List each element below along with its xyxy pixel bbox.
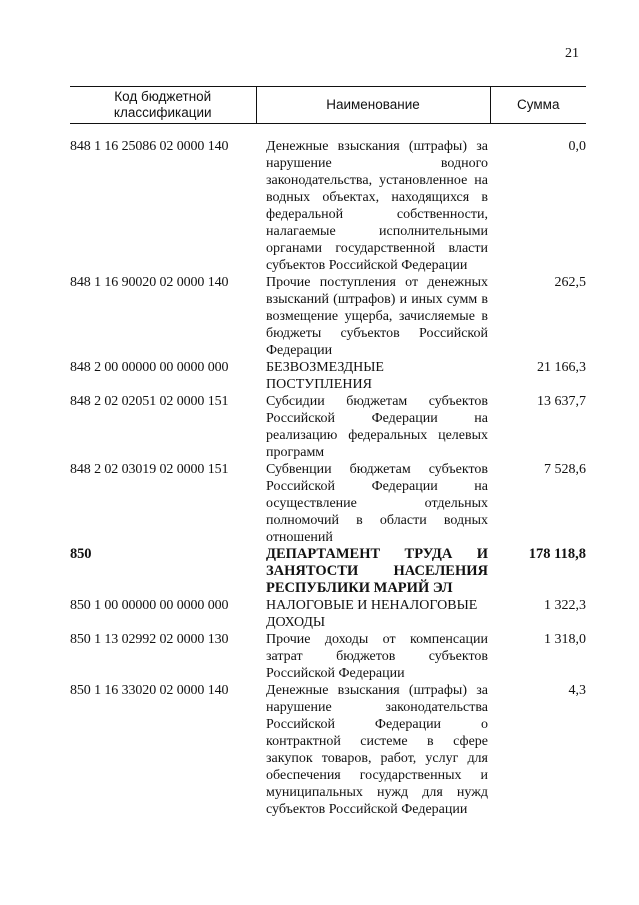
table-row: [70, 461, 586, 546]
row-sum: 262,5: [554, 275, 586, 290]
row-code: 848 1 16 25086 02 0000 140: [70, 139, 229, 154]
table-row: [70, 274, 586, 359]
row-code: 848 2 00 00000 00 0000 000: [70, 360, 229, 375]
page-number: 21: [565, 46, 579, 61]
table-header-row: [70, 87, 586, 124]
row-name: Денежные взыскания (штрафы) за нарушение водного законодательства, установленное на водных объектах, находящихся в федеральной собственности, налагаемые исполнительными органами государственной власти субъектов Российской Федерации: [266, 139, 488, 273]
budget-table: [70, 86, 586, 818]
row-sum: 21 166,3: [537, 360, 586, 375]
row-name: Прочие доходы от компенсации затрат бюджетов субъектов Российской Федерации: [266, 632, 488, 681]
row-name: Прочие поступления от денежных взысканий (штрафов) и иных сумм в возмещение ущерба, зачисляемые в бюджеты субъектов Российской Федерации: [266, 275, 488, 358]
row-code: 850 1 16 33020 02 0000 140: [70, 683, 229, 698]
table-row: [70, 138, 586, 274]
row-sum: 0,0: [568, 139, 586, 154]
row-name: БЕЗВОЗМЕЗДНЫЕ ПОСТУПЛЕНИЯ: [266, 360, 384, 392]
row-name: Денежные взыскания (штрафы) за нарушение законодательства Российской Федерации о контрактной системе в сфере закупок товаров, работ, услуг для обеспечения государственных и муниципальных нужд для нужд субъектов Российской Федерации: [266, 683, 488, 817]
row-sum: 1 322,3: [544, 598, 586, 613]
table-row: [70, 393, 586, 461]
row-name: Субсидии бюджетам субъектов Российской Федерации на реализацию федеральных целевых программ: [266, 394, 488, 460]
row-name: Субвенции бюджетам субъектов Российской Федерации на осуществление отдельных полномочий в области водных отношений: [266, 462, 488, 545]
row-name: ДЕПАРТАМЕНТ ТРУДА И ЗАНЯТОСТИ НАСЕЛЕНИЯ РЕСПУБЛИКИ МАРИЙ ЭЛ: [266, 546, 488, 596]
row-sum: 13 637,7: [537, 394, 586, 409]
row-sum: 178 118,8: [528, 546, 586, 562]
row-code: 850 1 00 00000 00 0000 000: [70, 598, 229, 613]
header-name: Наименование: [256, 87, 490, 124]
header-sum: Сумма: [490, 87, 586, 124]
table-row-department: [70, 546, 586, 597]
header-code: Код бюджетной классификации: [70, 87, 256, 124]
table-row: [70, 359, 586, 393]
table-row: [70, 631, 586, 682]
row-name: НАЛОГОВЫЕ И НЕНАЛОГОВЫЕ ДОХОДЫ: [266, 598, 478, 630]
row-code: 848 2 02 03019 02 0000 151: [70, 462, 229, 477]
row-sum: 7 528,6: [544, 462, 586, 477]
table-row: [70, 682, 586, 818]
row-code: 850 1 13 02992 02 0000 130: [70, 632, 229, 647]
row-code: 848 2 02 02051 02 0000 151: [70, 394, 229, 409]
row-code: 848 1 16 90020 02 0000 140: [70, 275, 229, 290]
row-sum: 4,3: [568, 683, 586, 698]
table-row: [70, 597, 586, 631]
row-sum: 1 318,0: [544, 632, 586, 647]
row-code: 850: [70, 546, 92, 562]
